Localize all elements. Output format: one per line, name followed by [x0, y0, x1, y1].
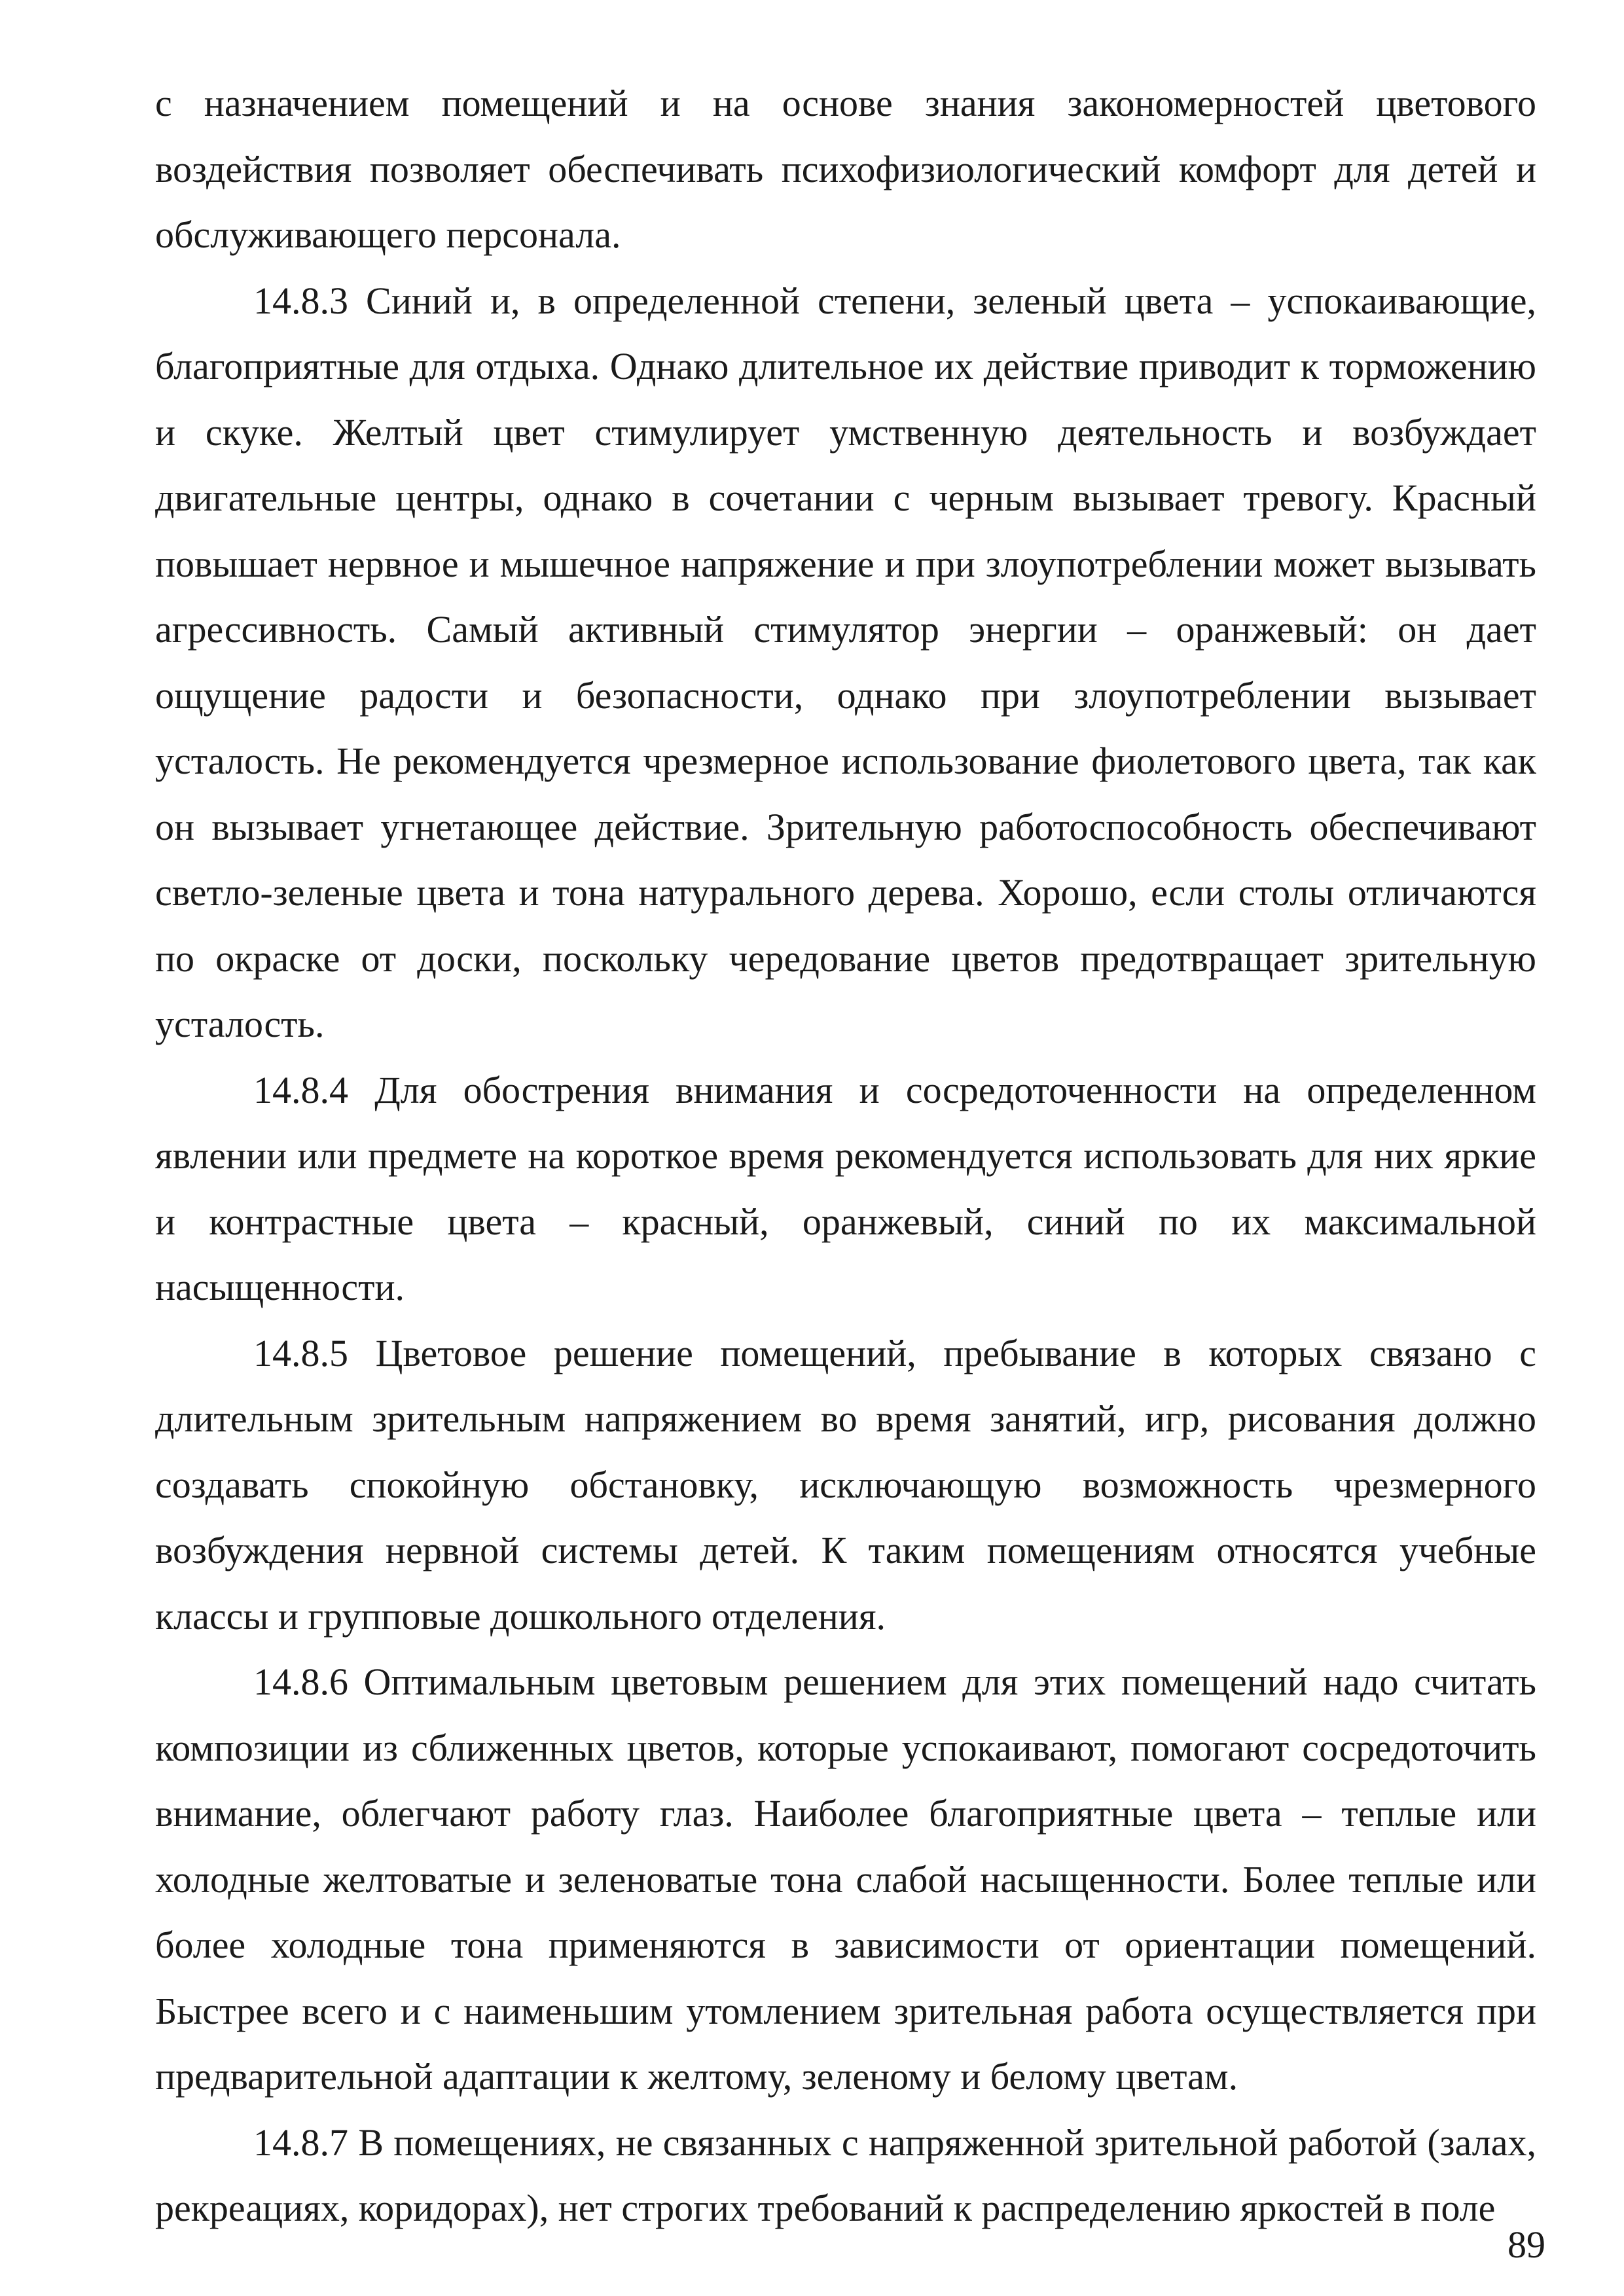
paragraph-14-8-6: 14.8.6 Оптимальным цветовым решением для этих помещений надо считать композиции из сближенных цветов, которые успокаивают, помогают сосредоточить внимание, облегчают работу глаз. Наиболее благоприятные цвета – теплые или холодные желтоватые и зеленоватые тона слабой насыщенности. Более теплые или более холодные тона применяются в зависимости от ориентации помещений. Быстрее всего и с наименьшим утомлением зрительная работа осуществляется при предварительной адаптации к желтому, зеленому и белому цветам. [155, 1660, 1536, 2098]
paragraph-14-8-5: 14.8.5 Цветовое решение помещений, пребывание в которых связано с длительным зрительным напряжением во время занятий, игр, рисования должно создавать спокойную обстановку, исключающую возможность чрезмерного возбуждения нервной системы детей. К таким помещениям относятся учебные классы и групповые дошкольного отделения. [155, 1331, 1536, 1638]
paragraph-14-8-7: 14.8.7 В помещениях, не связанных с напряженной зрительной работой (залах, рекреациях, коридорах), нет строгих требований к распределению яркостей в поле [155, 2121, 1536, 2229]
paragraph-14-8-3: 14.8.3 Синий и, в определенной степени, зеленый цвета – успокаивающие, благоприятные для отдыха. Однако длительное их действие приводит к торможению и скуке. Желтый цвет стимулирует умственную деятельность и возбуждает двигательные центры, однако в сочетании с черным вызывает тревогу. Красный повышает нервное и мышечное напряжение и при злоупотреблении может вызывать агрессивность. Самый активный стимулятор энергии – оранжевый: он дает ощущение радости и безопасности, однако при злоупотреблении вызывает усталость. Не рекомендуется чрезмерное использование фиолетового цвета, так как он вызывает угнетающее действие. Зрительную работоспособность обеспечивают светло-зеленые цвета и тона натурального дерева. Хорошо, если столы отличаются по окраске от доски, поскольку чередование цветов предотвращает зрительную усталость. [155, 279, 1536, 1045]
paragraph-continuation: с назначением помещений и на основе знания закономерностей цветового воздействия позволяет обеспечивать психофизиологический комфорт для детей и обслуживающего персонала. [155, 82, 1536, 256]
body-text [155, 71, 1536, 2242]
page-number: 89 [1507, 2223, 1545, 2266]
paragraph-14-8-4: 14.8.4 Для обострения внимания и сосредоточенности на определенном явлении или предмете на короткое время рекомендуется использовать для них яркие и контрастные цвета – красный, оранжевый, синий по их максимальной насыщенности. [155, 1068, 1536, 1308]
